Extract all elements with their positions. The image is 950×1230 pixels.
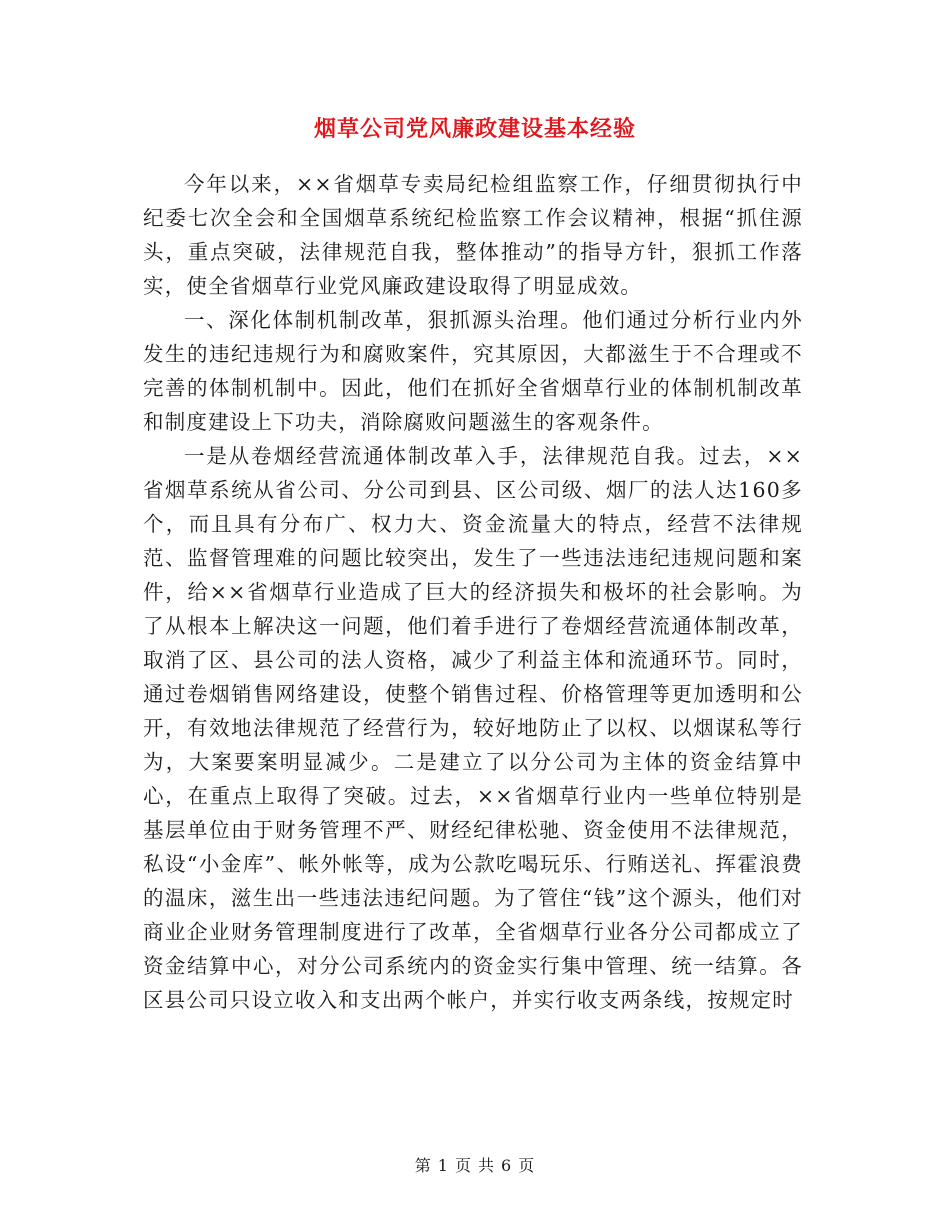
paragraph-reform-details: 一是从卷烟经营流通体制改革入手，法律规范自我。过去，××省烟草系统从省公司、分公司到县、区公司级、烟厂的法人达160多个，而且具有分布广、权力大、资金流量大的特点，经营不法律规范、监督管理难的问题比较突出，发生了一些违法违纪违规问题和案件，给××省烟草行业造成了巨大的经济损失和极坏的社会影响。为了从根本上解决这一问题，他们着手进行了卷烟经营流通体制改革，取消了区、县公司的法人资格，减少了利益主体和流通环节。同时，通过卷烟销售网络建设，使整个销售过程、价格管理等更加透明和公开，有效地法律规范了经营行为，较好地防止了以权、以烟谋私等行为，大案要案明显减少。二是建立了以分公司为主体的资金结算中心，在重点上取得了突破。过去，××省烟草行业内一些单位特别是基层单位由于财务管理不严、财经纪律松驰、资金使用不法律规范，私设“小金库”、帐外帐等，成为公款吃喝玩乐、行贿送礼、挥霍浪费的温床，滋生出一些违法违纪问题。为了管住“钱”这个源头，他们对商业企业财务管理制度进行了改革，全省烟草行业各分公司都成立了资金结算中心，对分公司系统内的资金实行集中管理、统一结算。各区县公司只设立收入和支出两个帐户，并实行收支两条线，按规定时 [143,444,803,1012]
page-footer [0,1153,950,1176]
footer-page-unit: 页 [454,1156,472,1175]
footer-total-prefix: 共 [478,1156,496,1175]
footer-total-pages: 6 [501,1156,513,1175]
document-title: 烟草公司党风廉政建设基本经验 [313,116,636,142]
paragraph-section-one: 一、深化体制机制改革，狠抓源头治理。他们通过分析行业内外发生的违纪违规行为和腐败案件，究其原因，大都滋生于不合理或不完善的体制机制中。因此，他们在抓好全省烟草行业的体制机制改革和制度建设上下功夫，消除腐败问题滋生的客观条件。 [143,308,803,434]
document-body [143,167,803,1017]
paragraph-intro: 今年以来，××省烟草专卖局纪检组监察工作，仔细贯彻执行中纪委七次全会和全国烟草系统纪检监察工作会议精神，根据“抓住源头，重点突破，法律规范自我，整体推动”的指导方针，狠抓工作落实，使全省烟草行业党风廉政建设取得了明显成效。 [143,172,803,298]
footer-page-prefix: 第 [414,1156,432,1175]
footer-page-number: 1 [437,1156,449,1175]
footer-total-unit: 页 [518,1156,536,1175]
